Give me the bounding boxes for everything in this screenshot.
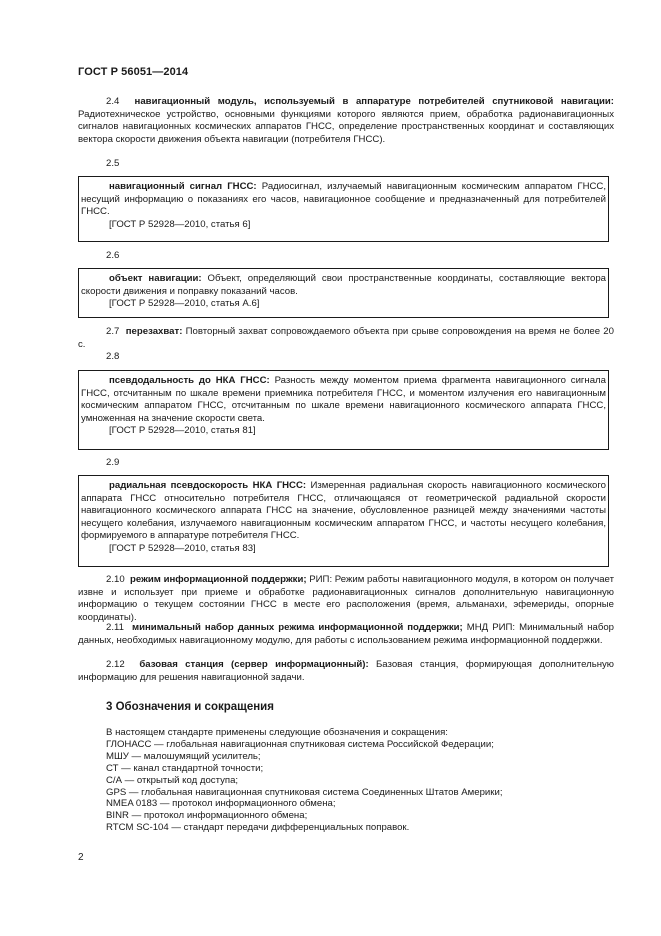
term-2-11 (78, 622, 614, 647)
list-item: ГЛОНАСС — глобальная навигационная спутниковая система Российской Федерации; (106, 738, 494, 750)
section-title: 3 Обозначения и сокращения (106, 701, 274, 713)
term-definition: РИП: Режим работы навигационного модуля, в котором он получает извне и использует при приеме и обработке радионавигационных сигналов дополнительную навигационную информацию о текущем состоянии ГНСС в месте его расположения (время, альманахи, эфемериды, опорные координаты). (78, 574, 614, 623)
term-definition: Повторный захват сопровождаемого объекта при срыве сопровождения на время не более 20 с. (78, 326, 614, 350)
term-name: минимальный набор данных режима информационной поддержки; (132, 622, 463, 633)
term-number: 2.11 (106, 622, 124, 633)
term-2-4 (78, 96, 614, 146)
term-definition: Радиосигнал, излучаемый навигационным космическим аппаратом ГНСС, несущий информацию о показаниях его часов, навигационное сообщение и предназначенный для потребителей ГНСС. (81, 181, 607, 217)
term-2-9-number: 2.9 (106, 457, 120, 468)
term-2-5-box (78, 176, 609, 242)
term-2-9-box (78, 475, 609, 567)
term-name: навигационный сигнал ГНСС: (109, 181, 257, 192)
list-item: BINR — протокол информационного обмена; (106, 810, 308, 822)
term-number: 2.4 (106, 96, 120, 107)
term-definition: Разность между моментом приема фрагмента навигационного сигнала ГНСС, отсчитанным по шкале времени приемника потребителя ГНСС, и моментом излучения его навигационным космическим аппаратом ГНСС, отсчитанным по шкале времени навигационного космического аппарата ГНСС, умноженная на значение скорости света. (81, 375, 606, 424)
term-number: 2.10 (106, 574, 125, 585)
term-2-6-box (78, 268, 609, 318)
page-number: 2 (78, 852, 84, 863)
list-item: СТ — канал стандартной точности; (106, 762, 264, 774)
term-reference: [ГОСТ Р 52928—2010, статья А.6] (109, 298, 260, 309)
term-definition: Объект, определяющий свои пространственные координаты, составляющие вектора скорости движения и поправку показаний часов. (81, 273, 607, 297)
term-name: радиальная псевдоскорость НКА ГНСС: (109, 480, 307, 491)
term-definition: МНД РИП: Минимальный набор данных, необходимых навигационному модулю, для работы с использованием режима информационной поддержки. (78, 622, 614, 646)
term-name: объект навигации: (109, 273, 202, 284)
list-item: С/А — открытый код доступа; (106, 774, 239, 786)
term-name: режим информационной поддержки; (130, 574, 307, 585)
term-name: навигационный модуль, используемый в аппаратуре потребителей спутниковой навигации: (134, 96, 614, 107)
term-definition: Базовая станция, формирующая дополнительную информацию для решения навигационной задачи. (78, 659, 614, 683)
list-item: GPS — глобальная навигационная спутниковая система Соединенных Штатов Америки; (106, 786, 503, 798)
term-2-7 (78, 326, 614, 351)
term-2-8-number: 2.8 (106, 351, 120, 362)
term-definition: Радиотехническое устройство, основными функциями которого являются прием, обработка радионавигационных сигналов навигационных космических аппаратов ГНСС, определение пространственных координат и составляющих вектора скорости движения объекта навигации (потребителя ГНСС). (78, 108, 614, 145)
term-2-12 (78, 659, 614, 684)
term-2-5-number: 2.5 (106, 158, 120, 169)
term-2-10 (78, 574, 614, 624)
term-reference: [ГОСТ Р 52928—2010, статья 83] (109, 542, 256, 554)
document-header: ГОСТ Р 56051—2014 (78, 66, 189, 78)
term-2-8-box (78, 370, 609, 450)
term-definition: Измеренная радиальная скорость навигационного космического аппарата ГНСС относительно потребителя ГНСС, отличающаяся от геометрической радиальной скорости навигационного космического аппарата ГНСС на значение, обусловленное разницей между значениями частоты несущего колебания, излучаемого навигационным космическим аппаратом ГНСС, и частоты несущего колебания, формируемого в аппаратуре потребителя ГНСС. (81, 480, 606, 541)
term-2-6-number: 2.6 (106, 250, 120, 261)
abbreviations-list (106, 727, 503, 834)
term-name: базовая станция (сервер информационный): (139, 659, 369, 670)
term-reference: [ГОСТ Р 52928—2010, статья 6] (109, 218, 251, 230)
term-number: 2.7 (106, 326, 120, 337)
list-item: RTCM SC-104 — стандарт передачи дифференциальных поправок. (106, 822, 410, 834)
term-reference: [ГОСТ Р 52928—2010, статья 81] (109, 425, 256, 436)
term-number: 2.12 (106, 659, 125, 670)
list-item: NMEA 0183 — протокол информационного обмена; (106, 798, 336, 810)
term-name: перезахват: (125, 326, 183, 337)
list-item: МШУ — малошумящий усилитель; (106, 750, 261, 762)
term-name: псевдодальность до НКА ГНСС: (109, 375, 270, 386)
abbreviations-intro: В настоящем стандарте применены следующие обозначения и сокращения: (106, 727, 448, 738)
